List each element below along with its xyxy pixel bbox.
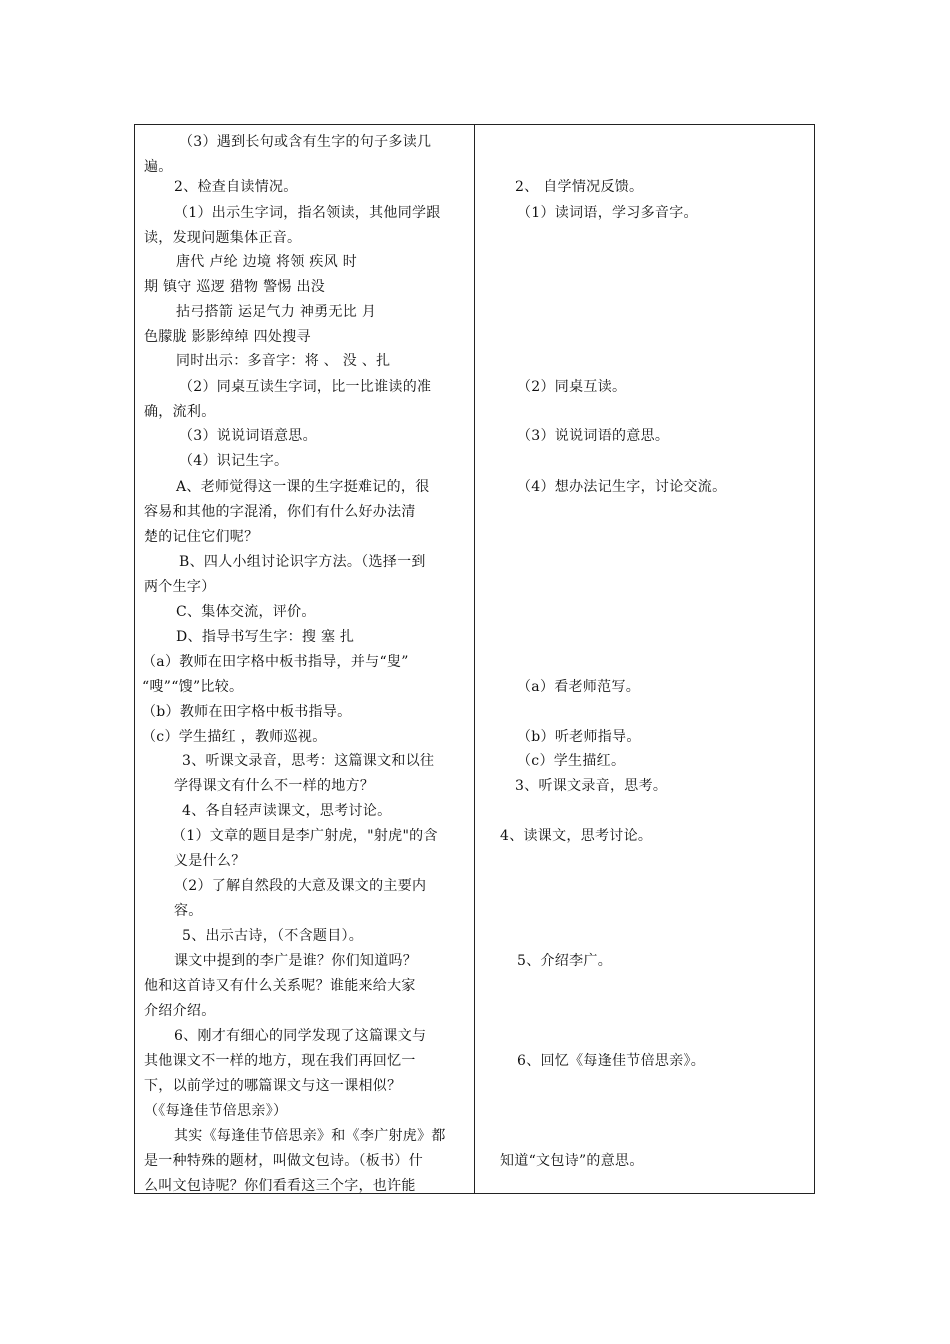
text-line: 读，发现问题集体正音。 bbox=[144, 230, 302, 246]
student-activity-column bbox=[475, 124, 815, 1194]
text-line: （c）学生描红。 bbox=[517, 753, 626, 769]
text-line: 4、各自轻声读课文，思考讨论。 bbox=[182, 803, 392, 819]
text-line: （2）了解自然段的大意及课文的主要内 bbox=[174, 878, 427, 894]
text-line: 同时出示：多音字：将 、 没 、扎 bbox=[176, 353, 391, 369]
text-line: 楚的记住它们呢？ bbox=[144, 529, 259, 545]
text-line: 他和这首诗又有什么关系呢？谁能来给大家 bbox=[144, 978, 416, 994]
text-line: 其他课文不一样的地方，现在我们再回忆一 bbox=[144, 1053, 416, 1069]
text-line: （4）想办法记生字，讨论交流。 bbox=[517, 479, 727, 495]
text-line: （b）听老师指导。 bbox=[517, 729, 641, 745]
text-line: 知道“文包诗”的意思。 bbox=[500, 1153, 644, 1169]
text-line: 么叫文包诗呢？你们看看这三个字，也许能 bbox=[144, 1178, 416, 1194]
text-line: （3）说说词语的意思。 bbox=[517, 428, 670, 444]
text-line: 唐代 卢纶 边境 将领 疾风 时 bbox=[176, 254, 358, 270]
text-line: 3、听课文录音，思考。 bbox=[515, 778, 668, 794]
text-line: （4）识记生字。 bbox=[179, 453, 289, 469]
text-line: 两个生字） bbox=[144, 579, 216, 595]
text-line: 4、读课文，思考讨论。 bbox=[500, 828, 653, 844]
text-line: 2、检查自读情况。 bbox=[174, 179, 298, 195]
text-line: （c）学生描红 ，教师巡视。 bbox=[142, 729, 327, 745]
text-line: C、集体交流，评价。 bbox=[176, 604, 316, 620]
text-line: （3）遇到长句或含有生字的句子多读几 bbox=[179, 134, 432, 150]
text-line: （1）读词语，学习多音字。 bbox=[517, 205, 698, 221]
text-line: 6、回忆《每逢佳节倍思亲》。 bbox=[517, 1053, 706, 1069]
text-line: 确，流利。 bbox=[144, 404, 216, 420]
text-line: 其实《每逢佳节倍思亲》和《李广射虎》都 bbox=[174, 1128, 446, 1144]
text-line: 容易和其他的字混淆，你们有什么好办法清 bbox=[144, 504, 416, 520]
text-line: 拈弓搭箭 运足气力 神勇无比 月 bbox=[176, 304, 377, 320]
text-line: 介绍介绍。 bbox=[144, 1003, 216, 1019]
text-line: 课文中提到的李广是谁？你们知道吗？ bbox=[174, 953, 418, 969]
text-line: B、四人小组讨论识字方法。（选择一到 bbox=[179, 554, 426, 570]
text-line: 义是什么？ bbox=[174, 853, 246, 869]
text-line: A、老师觉得这一课的生字挺难记的，很 bbox=[176, 479, 430, 495]
teacher-activity-column bbox=[134, 124, 474, 1194]
text-line: （《每逢佳节倍思亲》） bbox=[144, 1103, 288, 1119]
text-line: “嗖”“馊”比较。 bbox=[142, 679, 244, 695]
text-line: 下，以前学过的哪篇课文与这一课相似？ bbox=[144, 1078, 402, 1094]
text-line: 期 镇守 巡逻 猎物 警惕 出没 bbox=[144, 279, 326, 295]
text-line: 6、刚才有细心的同学发现了这篇课文与 bbox=[174, 1028, 427, 1044]
text-line: 2、 自学情况反馈。 bbox=[515, 179, 644, 195]
text-line: （a）看老师范写。 bbox=[517, 679, 641, 695]
text-line: 5、出示古诗，（不含题目）。 bbox=[182, 928, 364, 944]
text-line: 遍。 bbox=[144, 159, 173, 175]
text-line: 学得课文有什么不一样的地方？ bbox=[174, 778, 375, 794]
text-line: 3、听课文录音，思考：这篇课文和以往 bbox=[182, 753, 435, 769]
text-line: （1）出示生字词，指名领读，其他同学跟 bbox=[174, 205, 441, 221]
text-line: 色朦胧 影影绰绰 四处搜寻 bbox=[144, 329, 311, 345]
text-line: 容。 bbox=[174, 903, 203, 919]
text-line: （b）教师在田字格中板书指导。 bbox=[142, 704, 352, 720]
text-line: （2）同桌互读。 bbox=[517, 379, 627, 395]
text-line: 5、介绍李广。 bbox=[517, 953, 613, 969]
text-line: D、指导书写生字：搜 塞 扎 bbox=[176, 629, 355, 645]
text-line: 是一种特殊的题材，叫做文包诗。（板书）什 bbox=[144, 1153, 423, 1169]
text-line: （2）同桌互读生字词，比一比谁读的准 bbox=[179, 379, 432, 395]
text-line: （3）说说词语意思。 bbox=[179, 428, 317, 444]
text-line: （1）文章的题目是李广射虎，"射虎"的含 bbox=[172, 828, 438, 844]
text-line: （a）教师在田字格中板书指导，并与“叟” bbox=[142, 654, 409, 670]
